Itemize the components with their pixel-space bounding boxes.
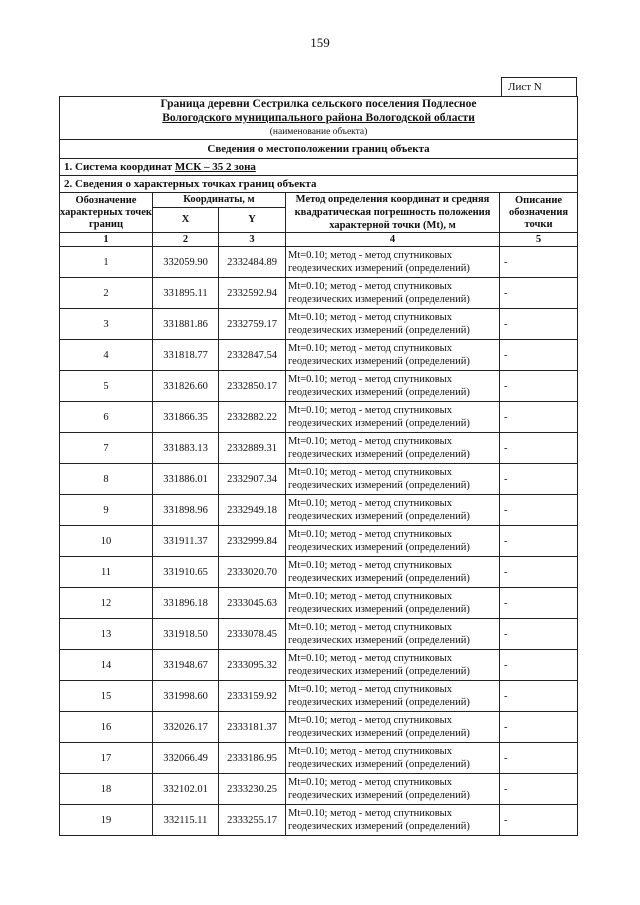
- point-id: 19: [60, 805, 153, 836]
- method-text: Mt=0.10; метод - метод спутниковых: [288, 684, 452, 695]
- point-id: 16: [60, 712, 153, 743]
- table-row: [60, 557, 578, 588]
- coord-x: 331886.01: [153, 464, 219, 495]
- method-text: геодезических измерений (определений): [288, 480, 470, 491]
- method-text: Mt=0.10; метод - метод спутниковых: [288, 250, 452, 261]
- method-text: геодезических измерений (определений): [288, 666, 470, 677]
- method-text: геодезических измерений (определений): [288, 449, 470, 460]
- method-text: геодезических измерений (определений): [288, 511, 470, 522]
- point-id: 6: [60, 402, 153, 433]
- point-id: 10: [60, 526, 153, 557]
- coord-y: 2332759.17: [219, 309, 286, 340]
- coord-x: 331881.86: [153, 309, 219, 340]
- method-cell: [286, 495, 500, 526]
- method-cell: [286, 805, 500, 836]
- method-text: геодезических измерений (определений): [288, 542, 470, 553]
- column-number: 1: [60, 233, 153, 247]
- coord-x: 332115.11: [153, 805, 219, 836]
- points-heading-row: [60, 176, 578, 193]
- point-description: -: [500, 681, 578, 712]
- method-text: геодезических измерений (определений): [288, 418, 470, 429]
- method-text: геодезических измерений (определений): [288, 356, 470, 367]
- column-number: 5: [500, 233, 578, 247]
- method-cell: [286, 774, 500, 805]
- method-text: геодезических измерений (определений): [288, 294, 470, 305]
- point-description: -: [500, 309, 578, 340]
- coord-y: 2332847.54: [219, 340, 286, 371]
- method-text: геодезических измерений (определений): [288, 263, 470, 274]
- table-row: [60, 309, 578, 340]
- coord-y: 2332907.34: [219, 464, 286, 495]
- table-row: [60, 278, 578, 309]
- coord-x: 332026.17: [153, 712, 219, 743]
- table-row: [60, 464, 578, 495]
- title-line-1: Граница деревни Сестрилка сельского поселения Подлесное: [160, 98, 477, 110]
- method-text: геодезических измерений (определений): [288, 759, 470, 770]
- method-text: Mt=0.10; метод - метод спутниковых: [288, 746, 452, 757]
- method-text: Mt=0.10; метод - метод спутниковых: [288, 808, 452, 819]
- table-row: [60, 371, 578, 402]
- method-text: Mt=0.10; метод - метод спутниковых: [288, 498, 452, 509]
- table-row: [60, 526, 578, 557]
- method-cell: [286, 247, 500, 278]
- method-text: геодезических измерений (определений): [288, 387, 470, 398]
- title-row: [60, 97, 578, 140]
- header-description: Описание обозначения точки: [500, 193, 578, 233]
- point-description: -: [500, 650, 578, 681]
- page-number: 159: [310, 35, 330, 50]
- system-row: [60, 159, 578, 176]
- header-coordinates: Координаты, м: [153, 193, 286, 208]
- method-cell: [286, 619, 500, 650]
- coord-y: 2332999.84: [219, 526, 286, 557]
- column-number: 3: [219, 233, 286, 247]
- method-text: Mt=0.10; метод - метод спутниковых: [288, 467, 452, 478]
- coordinate-system-prefix: 1. Система координат: [64, 161, 175, 173]
- method-text: Mt=0.10; метод - метод спутниковых: [288, 343, 452, 354]
- table-row: [60, 495, 578, 526]
- point-id: 7: [60, 433, 153, 464]
- point-description: -: [500, 712, 578, 743]
- coord-x: 331895.11: [153, 278, 219, 309]
- coord-x: 332066.49: [153, 743, 219, 774]
- header-method: Метод определения координат и средняя квадратическая погрешность положения характерной точки (Mt), м: [286, 193, 500, 233]
- point-id: 18: [60, 774, 153, 805]
- coord-x: 331948.67: [153, 650, 219, 681]
- coord-x: 331918.50: [153, 619, 219, 650]
- coord-x: 331883.13: [153, 433, 219, 464]
- coord-x: 331910.65: [153, 557, 219, 588]
- coord-y: 2333078.45: [219, 619, 286, 650]
- coord-y: 2332889.31: [219, 433, 286, 464]
- section-title: Сведения о местоположении границ объекта: [60, 140, 578, 159]
- method-text: геодезических измерений (определений): [288, 635, 470, 646]
- coord-y: 2333095.32: [219, 650, 286, 681]
- point-id: 11: [60, 557, 153, 588]
- table-row: [60, 805, 578, 836]
- point-description: -: [500, 433, 578, 464]
- title-line-2: Вологодского муниципального района Вологодской области: [162, 112, 475, 124]
- point-description: -: [500, 619, 578, 650]
- point-id: 3: [60, 309, 153, 340]
- coord-y: 2332484.89: [219, 247, 286, 278]
- point-id: 14: [60, 650, 153, 681]
- method-cell: [286, 557, 500, 588]
- method-text: Mt=0.10; метод - метод спутниковых: [288, 653, 452, 664]
- point-id: 4: [60, 340, 153, 371]
- method-cell: [286, 340, 500, 371]
- method-cell: [286, 402, 500, 433]
- table-row: [60, 774, 578, 805]
- coord-y: 2333045.63: [219, 588, 286, 619]
- method-text: Mt=0.10; метод - метод спутниковых: [288, 374, 452, 385]
- sheet-label: Лист N: [501, 77, 577, 96]
- point-id: 15: [60, 681, 153, 712]
- table-row: [60, 619, 578, 650]
- method-cell: [286, 588, 500, 619]
- method-cell: [286, 743, 500, 774]
- coord-y: 2332949.18: [219, 495, 286, 526]
- method-cell: [286, 309, 500, 340]
- table-row: [60, 743, 578, 774]
- coord-y: 2333255.17: [219, 805, 286, 836]
- coord-y: 2333159.92: [219, 681, 286, 712]
- point-description: -: [500, 557, 578, 588]
- boundary-table: [59, 96, 578, 836]
- table-row: [60, 650, 578, 681]
- coord-y: 2332882.22: [219, 402, 286, 433]
- coord-y: 2332592.94: [219, 278, 286, 309]
- point-description: -: [500, 371, 578, 402]
- method-text: геодезических измерений (определений): [288, 728, 470, 739]
- point-id: 5: [60, 371, 153, 402]
- table-row: [60, 340, 578, 371]
- method-text: Mt=0.10; метод - метод спутниковых: [288, 715, 452, 726]
- header-designation: Обозначение характерных точек границ: [60, 193, 153, 233]
- column-number: 4: [286, 233, 500, 247]
- coordinate-system-value: МСК – 35 2 зона: [174, 161, 256, 173]
- coord-x: 331826.60: [153, 371, 219, 402]
- point-id: 2: [60, 278, 153, 309]
- header-y: Y: [219, 207, 286, 232]
- point-id: 17: [60, 743, 153, 774]
- coord-x: 331911.37: [153, 526, 219, 557]
- coord-x: 332059.90: [153, 247, 219, 278]
- method-text: геодезических измерений (определений): [288, 573, 470, 584]
- table-row: [60, 247, 578, 278]
- column-numbers-row: [60, 233, 578, 247]
- method-cell: [286, 433, 500, 464]
- point-description: -: [500, 464, 578, 495]
- method-text: геодезических измерений (определений): [288, 697, 470, 708]
- point-description: -: [500, 495, 578, 526]
- method-text: Mt=0.10; метод - метод спутниковых: [288, 436, 452, 447]
- table-row: [60, 402, 578, 433]
- column-number: 2: [153, 233, 219, 247]
- coord-x: 331866.35: [153, 402, 219, 433]
- title-cell: [60, 97, 578, 140]
- coord-y: 2333186.95: [219, 743, 286, 774]
- header-x: X: [153, 207, 219, 232]
- method-text: Mt=0.10; метод - метод спутниковых: [288, 405, 452, 416]
- method-cell: [286, 650, 500, 681]
- coord-x: 331898.96: [153, 495, 219, 526]
- point-description: -: [500, 340, 578, 371]
- method-text: геодезических измерений (определений): [288, 325, 470, 336]
- method-text: Mt=0.10; метод - метод спутниковых: [288, 281, 452, 292]
- table-row: [60, 433, 578, 464]
- method-cell: [286, 371, 500, 402]
- point-id: 12: [60, 588, 153, 619]
- method-text: Mt=0.10; метод - метод спутниковых: [288, 560, 452, 571]
- point-description: -: [500, 588, 578, 619]
- coord-x: 331896.18: [153, 588, 219, 619]
- point-id: 13: [60, 619, 153, 650]
- point-description: -: [500, 402, 578, 433]
- table-row: [60, 681, 578, 712]
- coord-y: 2333020.70: [219, 557, 286, 588]
- point-description: -: [500, 743, 578, 774]
- header-row-1: [60, 193, 578, 208]
- table-row: [60, 712, 578, 743]
- point-description: -: [500, 805, 578, 836]
- method-cell: [286, 712, 500, 743]
- coord-x: 331998.60: [153, 681, 219, 712]
- method-text: геодезических измерений (определений): [288, 604, 470, 615]
- method-text: Mt=0.10; метод - метод спутниковых: [288, 777, 452, 788]
- method-text: Mt=0.10; метод - метод спутниковых: [288, 312, 452, 323]
- method-cell: [286, 526, 500, 557]
- method-cell: [286, 681, 500, 712]
- points-heading: 2. Сведения о характерных точках границ объекта: [60, 176, 578, 193]
- method-text: геодезических измерений (определений): [288, 790, 470, 801]
- coord-y: 2333230.25: [219, 774, 286, 805]
- point-description: -: [500, 278, 578, 309]
- point-id: 1: [60, 247, 153, 278]
- coordinate-system: [60, 159, 578, 176]
- point-description: -: [500, 526, 578, 557]
- point-id: 8: [60, 464, 153, 495]
- point-id: 9: [60, 495, 153, 526]
- method-cell: [286, 464, 500, 495]
- title-caption: (наименование объекта): [269, 127, 368, 137]
- section-row: [60, 140, 578, 159]
- point-description: -: [500, 774, 578, 805]
- coord-x: 331818.77: [153, 340, 219, 371]
- table-row: [60, 588, 578, 619]
- coord-y: 2333181.37: [219, 712, 286, 743]
- method-text: Mt=0.10; метод - метод спутниковых: [288, 622, 452, 633]
- point-description: -: [500, 247, 578, 278]
- method-text: геодезических измерений (определений): [288, 821, 470, 832]
- coord-y: 2332850.17: [219, 371, 286, 402]
- method-text: Mt=0.10; метод - метод спутниковых: [288, 529, 452, 540]
- method-text: Mt=0.10; метод - метод спутниковых: [288, 591, 452, 602]
- coord-x: 332102.01: [153, 774, 219, 805]
- method-cell: [286, 278, 500, 309]
